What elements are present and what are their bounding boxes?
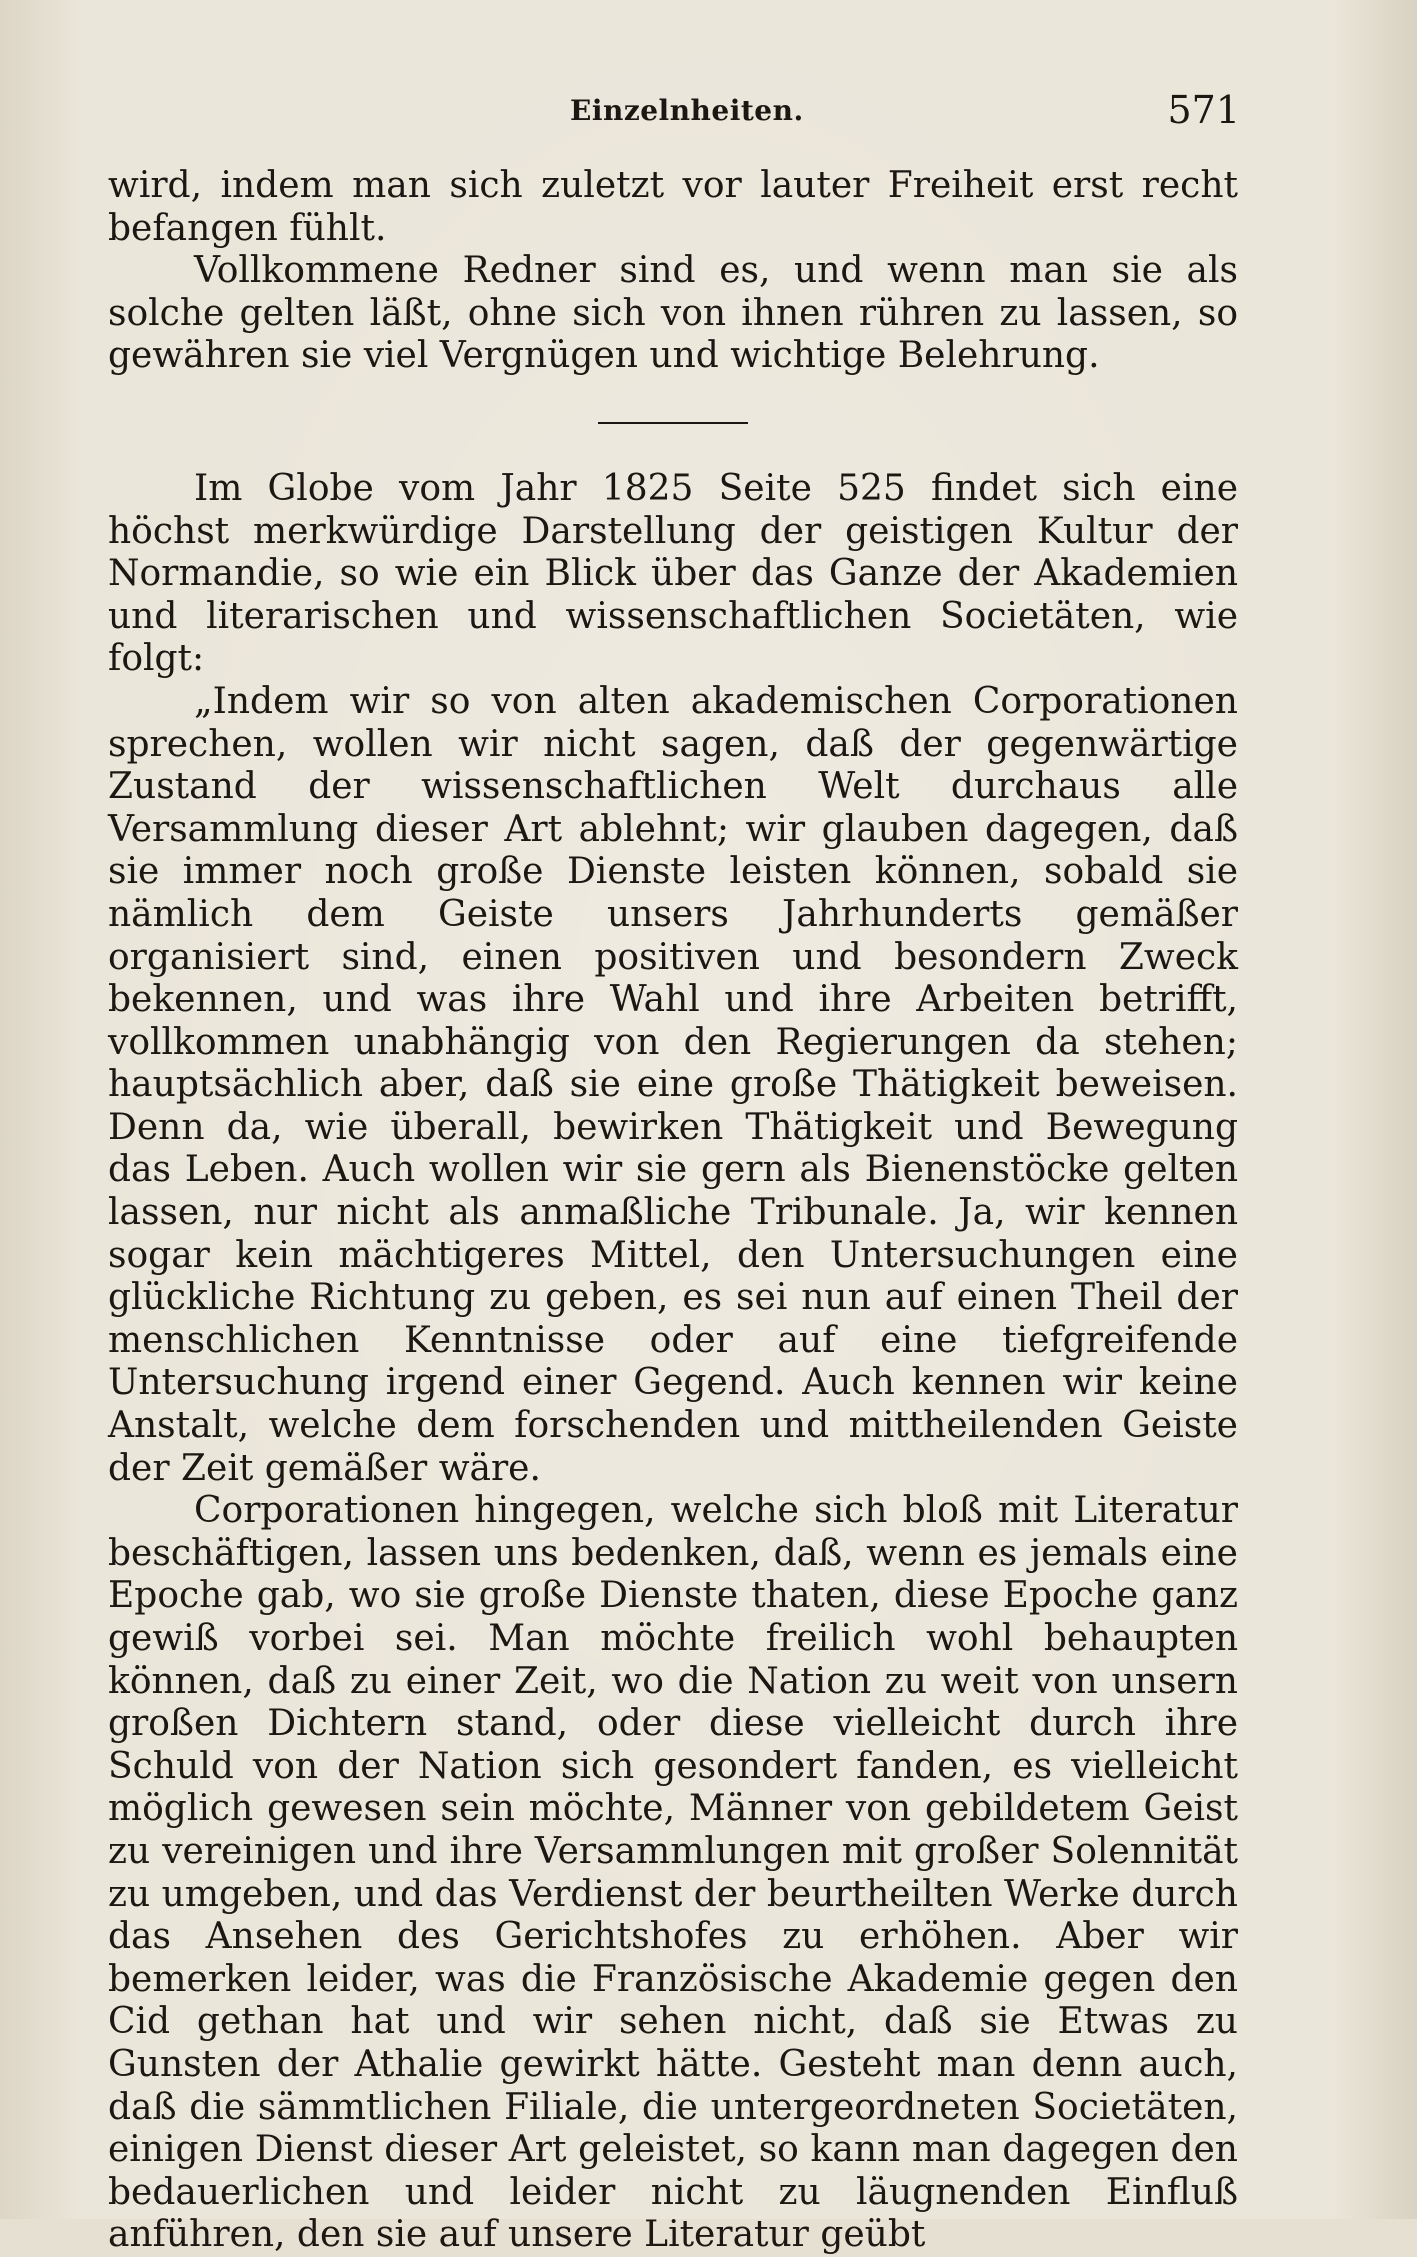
paragraph: Corporationen hingegen, welche sich bloß mit Literatur beschäftigen, lassen uns bedenken, daß, wenn es jemals eine Epoche gab, wo sie große Dienste thaten, diese Epoche ganz gewiß vorbei sei. Man möchte freilich wohl behaupten können, daß zu einer Zeit, wo die Nation zu weit von unsern großen Dichtern stand, oder diese vielleicht durch ihre Schuld von der Nation sich gesondert fanden, es vielleicht möglich gewesen sein möchte, Männer von gebildetem Geist zu vereinigen und ihre Versammlungen mit großer Solennität zu umgeben, und das Verdienst der beurtheilten Werke durch das Ansehen des Gerichtshofes zu erhöhen. Aber wir bemerken leider, was die Französische Akademie gegen den Cid gethan hat und wir sehen nicht, daß sie Etwas zu Gunsten der Athalie gewirkt hätte. Gesteht man denn auch, daß die sämmtlichen Filiale, die untergeordneten Societäten, einigen Dienst dieser Art geleistet, so kann man dagegen den bedauerlichen und leider nicht zu läugnenden Einfluß anführen, den sie auf unsere Literatur geübt [108,1490,1238,2256]
paragraph-continued: wird, indem man sich zuletzt vor lauter Freiheit erst recht befangen fühlt. [108,165,1238,249]
paragraph: Im Globe vom Jahr 1825 Seite 525 findet sich eine höchst merkwürdige Darstellung der geistigen Kultur der Normandie, so wie ein Blick über das Ganze der Akademien und literarischen und wissenschaftlichen Societäten, wie folgt: [108,467,1238,680]
body-text [108,165,1238,2257]
page-number: 571 [1167,88,1240,132]
paragraph: „Indem wir so von alten akademischen Corporationen sprechen, wollen wir nicht sagen, daß der gegenwärtige Zustand der wissenschaftlichen Welt durchaus alle Versammlung dieser Art ablehnt; wir glauben dagegen, daß sie immer noch große Dienste leisten können, sobald sie nämlich dem Geiste unsers Jahrhunderts gemäßer organisiert sind, einen positiven und besondern Zweck bekennen, und was ihre Wahl und ihre Arbeiten betrifft, vollkommen unabhängig von den Regierungen da stehen; hauptsächlich aber, daß sie eine große Thätigkeit beweisen. Denn da, wie überall, bewirken Thätigkeit und Bewegung das Leben. Auch wollen wir sie gern als Bienenstöcke gelten lassen, nur nicht als anmaßliche Tribunale. Ja, wir kennen sogar kein mächtigeres Mittel, den Untersuchungen eine glückliche Richtung zu geben, es sei nun auf einen Theil der menschlichen Kenntnisse oder auf eine tiefgreifende Untersuchung irgend einer Gegend. Auch kennen wir keine Anstalt, welche dem forschenden und mittheilenden Geiste der Zeit gemäßer wäre. [108,680,1238,1489]
running-head [100,88,1240,148]
section-divider [598,422,748,424]
running-title: Einzelnheiten. [570,94,804,127]
paragraph: Vollkommene Redner sind es, und wenn man sie als solche gelten läßt, ohne sich von ihnen rühren zu lassen, so gewähren sie viel Vergnügen und wichtige Belehrung. [108,250,1238,377]
